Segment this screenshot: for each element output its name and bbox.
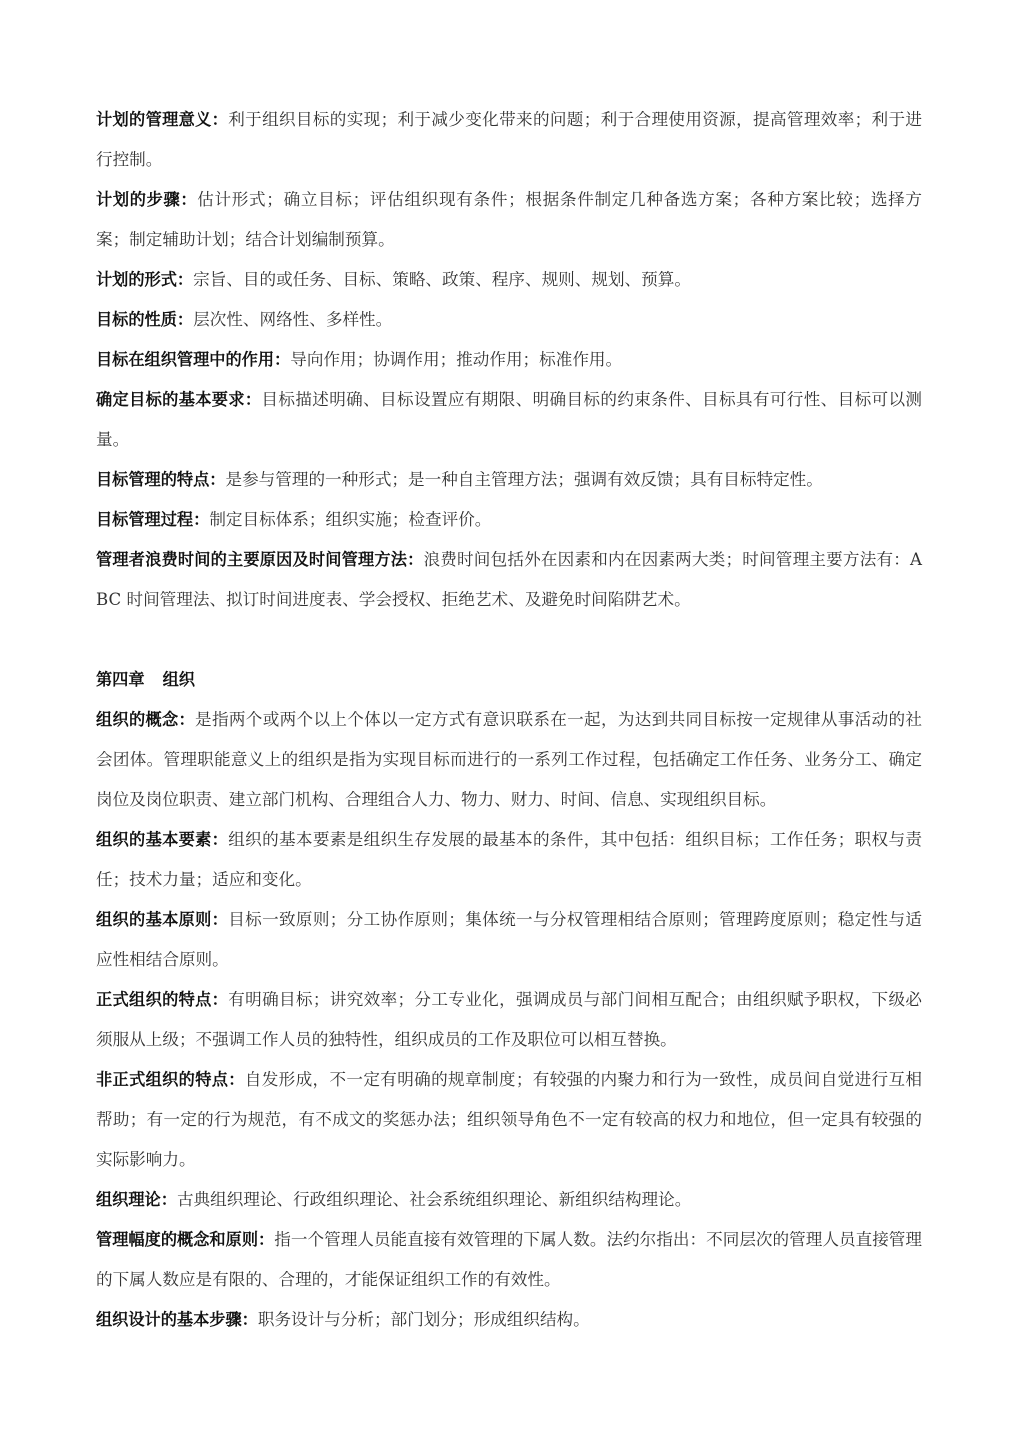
definition-text: 制定目标体系；组织实施；检查评价。 (209, 510, 492, 529)
definition-text: 自发形成，不一定有明确的规章制度；有较强的内聚力和行为一致性，成员间自觉进行互相帮助；有一定的行为规范，有不成文的奖惩办法；组织领导角色不一定有较高的权力和地位，但一定具有较强的实际影响力。 (96, 1070, 923, 1169)
definition-text: 指一个管理人员能直接有效管理的下属人数。法约尔指出：不同层次的管理人员直接管理的下属人数应是有限的、合理的，才能保证组织工作的有效性。 (96, 1230, 923, 1289)
definition-text: 利于组织目标的实现；利于减少变化带来的问题；利于合理使用资源，提高管理效率；利于进行控制。 (96, 110, 923, 169)
definition-text: 职务设计与分析；部门划分；形成组织结构。 (257, 1310, 590, 1329)
definition-paragraph (96, 100, 922, 180)
definition-text: 有明确目标；讲究效率；分工专业化，强调成员与部门间相互配合；由组织赋予职权，下级必须服从上级；不强调工作人员的独特性，组织成员的工作及职位可以相互替换。 (96, 990, 923, 1049)
definition-paragraph (96, 340, 922, 380)
definition-paragraph (96, 540, 922, 620)
definition-term: 目标管理的特点： (96, 470, 226, 489)
definition-text: 古典组织理论、行政组织理论、社会系统组织理论、新组织结构理论。 (176, 1190, 692, 1209)
definition-term: 管理幅度的概念和原则： (96, 1230, 275, 1249)
chapter-number: 第四章 (96, 670, 145, 689)
definition-paragraph (96, 700, 922, 820)
definition-paragraph (96, 820, 922, 900)
definition-term: 组织理论： (96, 1190, 177, 1209)
definition-paragraph (96, 260, 922, 300)
planning-section (96, 100, 922, 620)
definition-paragraph (96, 1300, 922, 1340)
definition-term: 组织设计的基本步骤： (96, 1310, 258, 1329)
definition-term: 组织的基本原则： (96, 910, 229, 929)
definition-paragraph (96, 1060, 922, 1180)
section-spacer (96, 620, 922, 660)
definition-term: 确定目标的基本要求： (96, 390, 262, 409)
definition-paragraph (96, 1180, 922, 1220)
organization-section (96, 700, 922, 1340)
definition-term: 正式组织的特点： (96, 990, 229, 1009)
definition-text: 目标描述明确、目标设置应有期限、明确目标的约束条件、目标具有可行性、目标可以测量。 (96, 390, 923, 449)
definition-paragraph (96, 180, 922, 260)
definition-text: 是参与管理的一种形式；是一种自主管理方法；强调有效反馈；具有目标特定性。 (225, 470, 823, 489)
definition-term: 计划的管理意义： (96, 110, 229, 129)
definition-paragraph (96, 300, 922, 340)
definition-text: 宗旨、目的或任务、目标、策略、政策、程序、规则、规划、预算。 (193, 270, 691, 289)
definition-text: 是指两个或两个以上个体以一定方式有意识联系在一起，为达到共同目标按一定规律从事活动的社会团体。管理职能意义上的组织是指为实现目标而进行的一系列工作过程，包括确定工作任务、业务分工、确定岗位及岗位职责、建立部门机构、合理组合人力、物力、财力、时间、信息、实现组织目标。 (96, 710, 923, 809)
definition-term: 组织的概念： (96, 710, 196, 729)
definition-text: 层次性、网络性、多样性。 (193, 310, 393, 329)
definition-paragraph (96, 980, 922, 1060)
definition-term: 计划的形式： (96, 270, 194, 289)
definition-term: 组织的基本要素： (96, 830, 229, 849)
definition-term: 目标管理过程： (96, 510, 210, 529)
definition-term: 目标在组织管理中的作用： (96, 350, 291, 369)
chapter-title: 组织 (162, 670, 195, 689)
document-page (96, 100, 922, 1340)
definition-text: 估计形式；确立目标；评估组织现有条件；根据条件制定几种备选方案；各种方案比较；选择方案；制定辅助计划；结合计划编制预算。 (96, 190, 922, 249)
definition-paragraph (96, 900, 922, 980)
definition-term: 计划的步骤： (96, 190, 198, 209)
definition-term: 目标的性质： (96, 310, 194, 329)
definition-paragraph (96, 1220, 922, 1300)
chapter-heading (96, 660, 922, 700)
definition-term: 非正式组织的特点： (96, 1070, 245, 1089)
definition-text: 目标一致原则；分工协作原则；集体统一与分权管理相结合原则；管理跨度原则；稳定性与适应性相结合原则。 (96, 910, 923, 969)
definition-text: 导向作用；协调作用；推动作用；标准作用。 (290, 350, 623, 369)
definition-text: 浪费时间包括外在因素和内在因素两大类；时间管理主要方法有：ABC 时间管理法、拟订时间进度表、学会授权、拒绝艺术、及避免时间陷阱艺术。 (96, 550, 923, 609)
definition-term: 管理者浪费时间的主要原因及时间管理方法： (96, 550, 424, 569)
definition-paragraph (96, 500, 922, 540)
definition-paragraph (96, 380, 922, 460)
definition-text: 组织的基本要素是组织生存发展的最基本的条件，其中包括：组织目标；工作任务；职权与责任；技术力量；适应和变化。 (96, 830, 923, 889)
definition-paragraph (96, 460, 922, 500)
